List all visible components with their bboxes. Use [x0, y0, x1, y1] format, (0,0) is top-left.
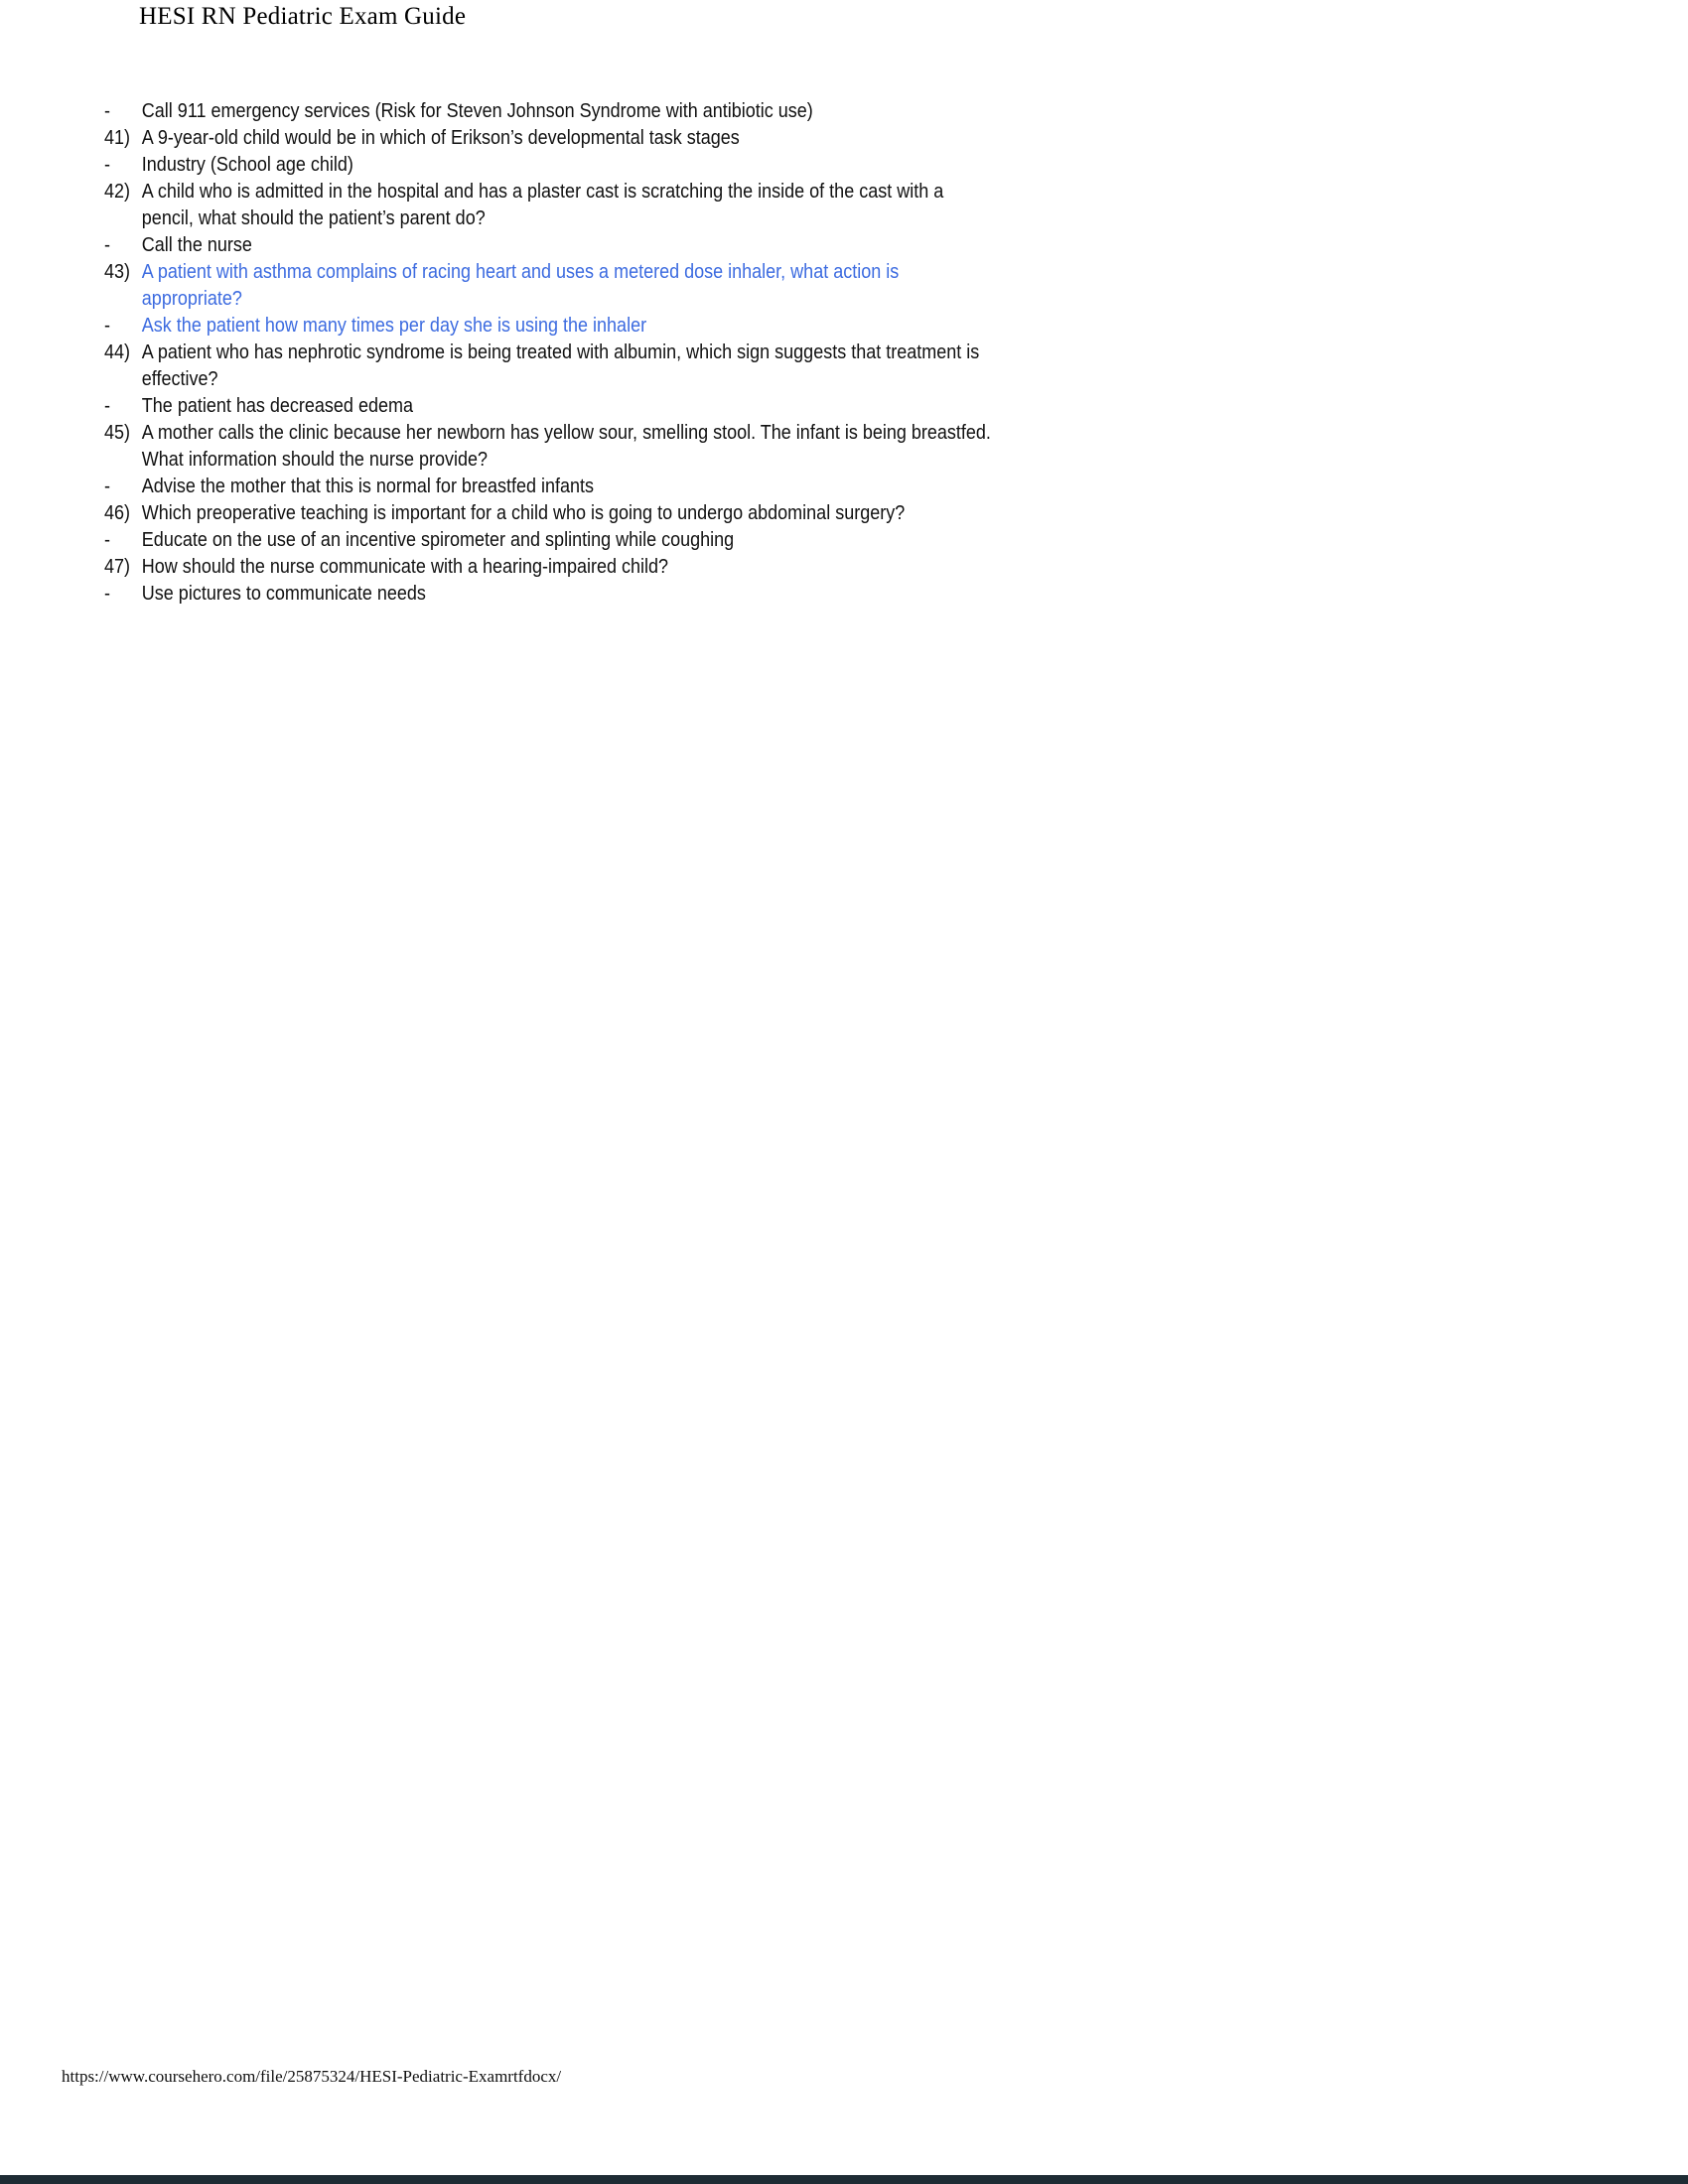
list-item-text: Call the nurse [141, 234, 252, 256]
list-item-text: Which preoperative teaching is important for a child who is going to undergo abdominal surgery? [141, 502, 906, 524]
bullet-marker: - [104, 154, 111, 176]
bottom-bar [0, 2175, 1688, 2184]
list-item-text: Ask the patient how many times per day she is using the inhaler [141, 315, 647, 337]
question-number: 47) [104, 556, 131, 578]
question-number: 41) [104, 127, 131, 149]
answer-item [104, 152, 1132, 179]
bullet-marker: - [104, 583, 111, 605]
page-title: HESI RN Pediatric Exam Guide [139, 3, 467, 30]
bullet-marker: - [104, 529, 111, 551]
list-item-text: A mother calls the clinic because her newborn has yellow sour, smelling stool. The infant is being breastfed. What information should the nurse provide? [141, 422, 991, 471]
answer-item [104, 313, 1132, 340]
question-item [104, 125, 1132, 152]
bullet-marker: - [104, 315, 111, 337]
question-item [104, 500, 1132, 527]
list-item-text: The patient has decreased edema [141, 395, 413, 417]
question-number: 46) [104, 502, 131, 524]
answer-item [104, 232, 1132, 259]
question-item [104, 179, 1132, 232]
question-number: 45) [104, 422, 131, 444]
list-item-text: A patient with asthma complains of racing heart and uses a metered dose inhaler, what action is appropriate? [141, 261, 900, 310]
question-number: 44) [104, 341, 131, 363]
question-item [104, 420, 1132, 474]
question-item [104, 554, 1132, 581]
list-item-text: Advise the mother that this is normal for breastfed infants [141, 476, 595, 497]
list-item-text: A 9-year-old child would be in which of Erikson’s developmental task stages [141, 127, 740, 149]
question-number: 43) [104, 261, 131, 283]
answer-item [104, 98, 1132, 125]
list-item-text: Call 911 emergency services (Risk for Steven Johnson Syndrome with antibiotic use) [141, 100, 813, 122]
answer-item [104, 474, 1132, 500]
list-item-text: A patient who has nephrotic syndrome is being treated with albumin, which sign suggests that treatment is effective? [141, 341, 980, 390]
list-item-text: Educate on the use of an incentive spirometer and splinting while coughing [141, 529, 735, 551]
bullet-marker: - [104, 234, 111, 256]
bullet-marker: - [104, 100, 111, 122]
list-item-text: A child who is admitted in the hospital and has a plaster cast is scratching the inside of the cast with a pencil, what should the patient’s parent do? [141, 181, 944, 229]
bullet-marker: - [104, 395, 111, 417]
source-url: https://www.coursehero.com/file/25875324/HESI-Pediatric-Examrtfdocx/ [62, 2067, 562, 2086]
list-item-text: Use pictures to communicate needs [141, 583, 426, 605]
question-number: 42) [104, 181, 131, 203]
list-item-text: Industry (School age child) [141, 154, 353, 176]
question-item [104, 340, 1132, 393]
answer-item [104, 527, 1132, 554]
bullet-marker: - [104, 476, 111, 497]
list-item-text: How should the nurse communicate with a hearing-impaired child? [141, 556, 669, 578]
answer-item [104, 393, 1132, 420]
question-item [104, 259, 1132, 313]
exam-question-list [104, 98, 1132, 608]
answer-item [104, 581, 1132, 608]
